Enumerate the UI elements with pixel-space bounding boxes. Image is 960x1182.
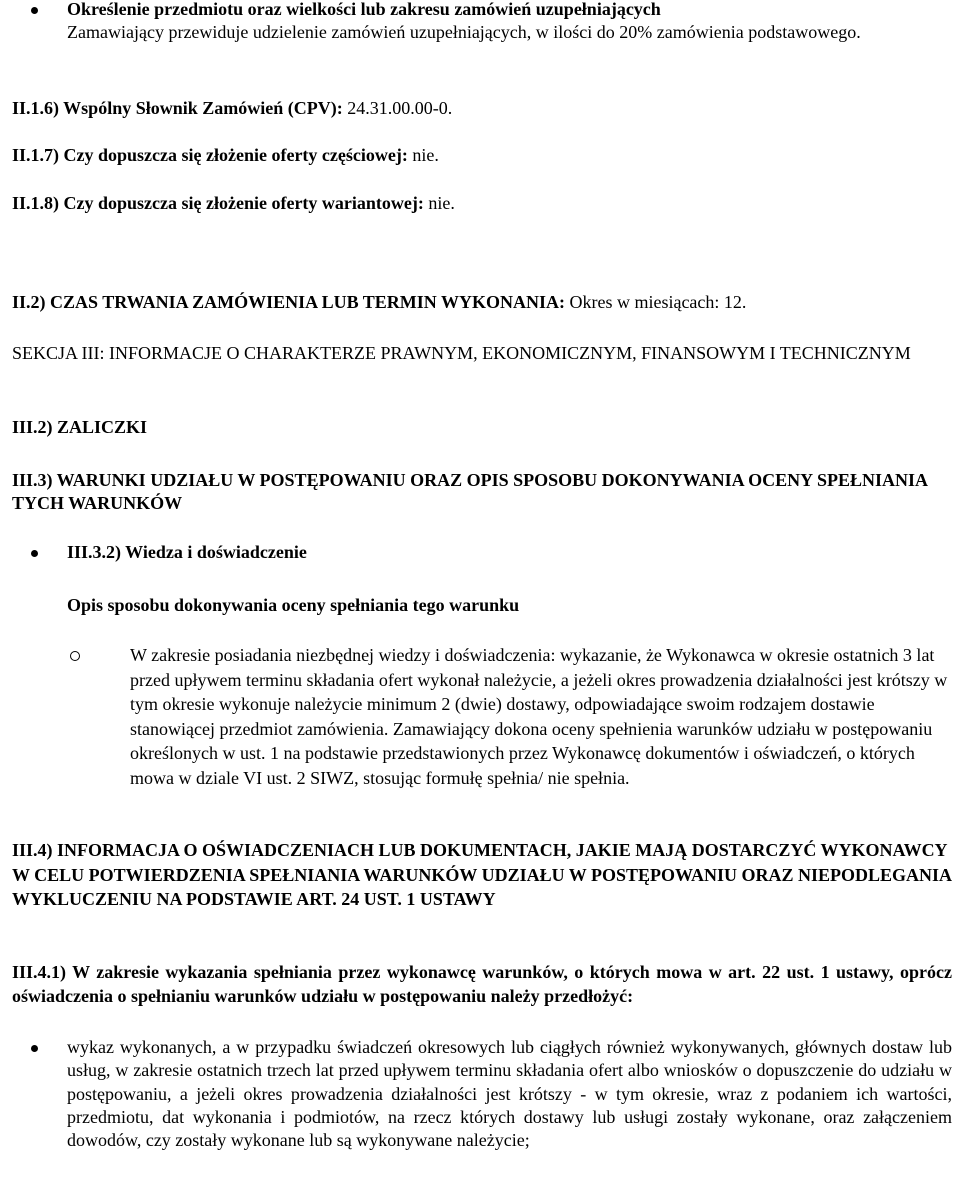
bullet-icon (31, 550, 38, 557)
bullet-icon (31, 1045, 38, 1052)
bullet-icon (31, 7, 38, 14)
variant-offer-line: II.1.8) Czy dopuszcza się złożenie oferty wariantowej: nie. (12, 193, 455, 213)
item-text: Zamawiający przewiduje udzielenie zamówień uzupełniających, w ilości do 20% zamówienia podstawowego. (67, 21, 861, 42)
cpv-line: II.1.6) Wspólny Słownik Zamówień (CPV): 24.31.00.00-0. (12, 98, 453, 118)
item-heading: Określenie przedmiotu oraz wielkości lub zakresu zamówień uzupełniających (67, 0, 661, 19)
circle-bullet-icon (70, 651, 80, 661)
conditions-heading: III.3) WARUNKI UDZIAŁU W POSTĘPOWANIU ORAZ OPIS SPOSOBU DOKONYWANIA OCENY SPEŁNIANIA TYCH WARUNKÓW (12, 470, 927, 513)
assessment-heading: Opis sposobu dokonywania oceny spełniania tego warunku (67, 595, 520, 615)
item-text: W zakresie posiadania niezbędnej wiedzy i doświadczenia: wykazanie, że Wykonawca w okresie ostatnich 3 lat przed upływem terminu składania ofert wykonał należycie, a jeżeli okres prowadzenia działalności jest krótszy w tym okresie wykonuje należycie minimum 2 (dwie) dostawy, odpowiadające swoim rodzajem dostawie stanowiącej przedmiot zamówienia. Zamawiający dokona oceny spełnienia warunków udziału w postępowaniu określonych w ust. 1 na podstawie przedstawionych przez Wykonawcę dokumentów i oświadczeń, o których mowa w dziale VI ust. 2 SIWZ, stosując formułę spełnia/ nie spełnia. (130, 645, 948, 788)
item-text: wykaz wykonanych, a w przypadku świadczeń okresowych lub ciągłych również wykonywanych, głównych dostaw lub usług, w zakresie ostatnich trzech lat przed upływem terminu składania ofert albo wniosków o dopuszczenie do udziału w postępowaniu, a jeżeli okres prowadzenia działalności jest krótszy - w tym okresie, wraz z podaniem ich wartości, przedmiotu, dat wykonania i podmiotów, na rzecz których dostawy lub usługi zostały wykonane, oraz załączeniem dowodów, czy zostały wykonane lub są wykonywane należycie; (67, 1037, 952, 1151)
subsection-heading: III.4.1) W zakresie wykazania spełniania przez wykonawcę warunków, o których mowa w art. 22 ust. 1 ustawy, oprócz oświadczenia o spełnianiu warunków udziału w postępowaniu należy przedłożyć: (12, 962, 952, 1006)
section-title: SEKCJA III: INFORMACJE O CHARAKTERZE PRAWNYM, EKONOMICZNYM, FINANSOWYM I TECHNICZNYM (12, 343, 911, 363)
documents-heading: III.4) INFORMACJA O OŚWIADCZENIACH LUB DOKUMENTACH, JAKIE MAJĄ DOSTARCZYĆ WYKONAWCY W CELU POTWIERDZENIA SPEŁNIANIA WARUNKÓW UDZIAŁU W POSTĘPOWANIU ORAZ NIEPODLEGANIA WYKLUCZENIU NA PODSTAWIE ART. 24 UST. 1 USTAWY (12, 840, 952, 909)
partial-offer-line: II.1.7) Czy dopuszcza się złożenie oferty częściowej: nie. (12, 145, 439, 165)
advance-heading: III.2) ZALICZKI (12, 417, 148, 437)
item-heading: III.3.2) Wiedza i doświadczenie (67, 542, 307, 562)
duration-line: II.2) CZAS TRWANIA ZAMÓWIENIA LUB TERMIN WYKONANIA: Okres w miesiącach: 12. (12, 292, 747, 312)
